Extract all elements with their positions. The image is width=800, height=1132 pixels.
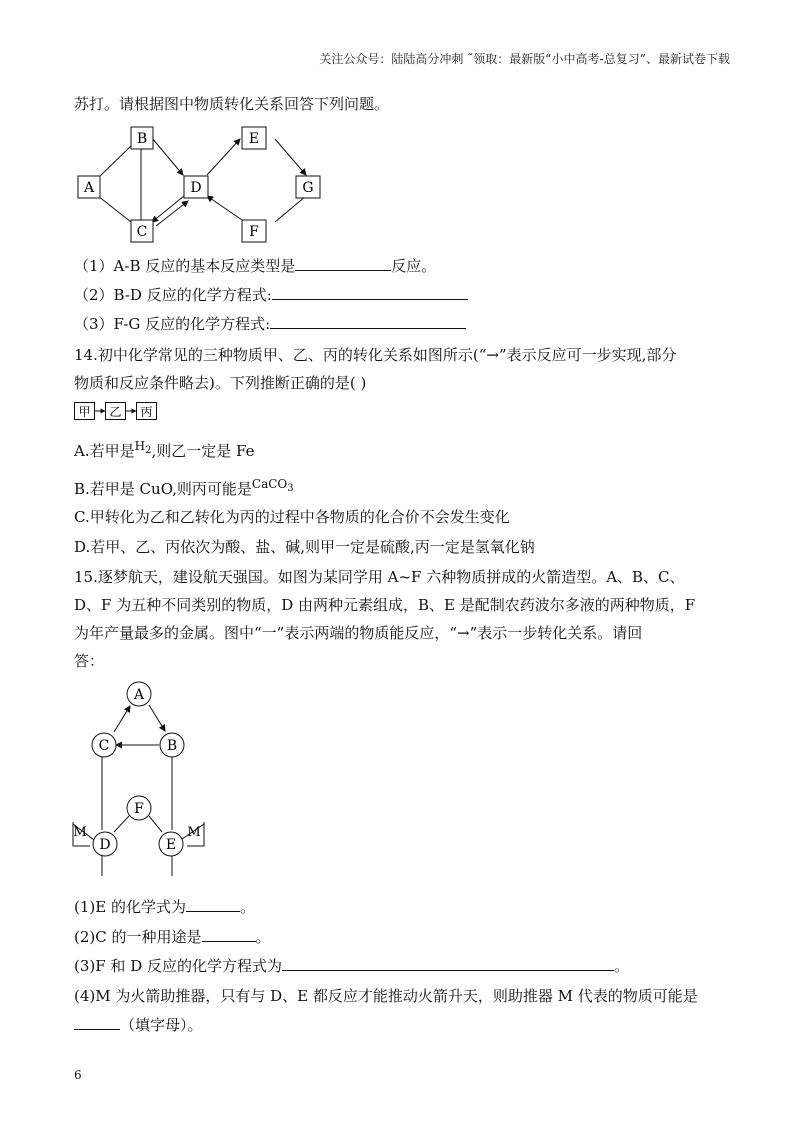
q14-option-c: C.甲转化为乙和乙转化为丙的过程中各物质的化合价不会发生变化 [74,508,510,526]
q15-node-c [92,733,116,757]
answer-blank [272,285,468,300]
q15-node-m-right: M [187,825,201,840]
q15-node-e [159,832,183,856]
svg-text:乙: 乙 [109,405,122,419]
svg-text:A: A [133,687,145,703]
q15-rocket-diagram [70,676,220,886]
svg-text:C: C [136,224,148,240]
q14-option-b: B.若甲是 CuO,则丙可能是$^{CaCO_3}$ [74,477,294,498]
q13-sub3: （3）F-G 反应的化学方程式: [74,314,466,334]
q15-sub3: (3)F 和 D 反应的化学方程式为 。 [74,957,630,975]
q14-option-a: A.若甲是$^{H_2}$,则乙一定是 Fe [74,439,255,460]
svg-text:G: G [302,180,314,196]
q14-node-jia [75,403,95,420]
q13-node-g [296,176,320,198]
q13-intro: 苏打。请根据图中物质转化关系回答下列问题。 [74,95,390,113]
q14-node-bing [137,403,157,420]
svg-text:E: E [165,837,177,853]
q15-sub4-line1: (4)M 为火箭助推器，只有与 D、E 都反应才能推动火箭升天，则助推器 M 代表的物质可能是 [74,987,698,1005]
q14-option-d: D.若甲、乙、丙依次为酸、盐、碱,则甲一定是硫酸,丙一定是氢氧化钠 [74,538,535,556]
answer-blank [270,314,466,329]
q15-node-f [127,796,151,820]
svg-text:丙: 丙 [140,405,153,419]
page-header: 关注公众号：陆陆高分冲刺 ˜领取：最新版“小中高考-总复习”、最新试卷下载 [319,52,730,66]
q13-sub1: （1）A-B 反应的基本反应类型是 反应。 [74,257,437,275]
q15-node-m-left: M [73,825,87,840]
svg-text:F: F [134,801,144,817]
q15-stem-line3: 为年产量最多的金属。图中“一”表示两端的物质能反应，“→”表示一步转化关系。请回 [74,624,643,642]
page-number: 6 [74,1068,82,1082]
svg-text:D: D [99,837,111,853]
q13-node-f [242,220,266,242]
q13-node-b [131,127,153,149]
svg-text:F: F [249,224,259,240]
svg-text:甲: 甲 [78,405,91,419]
svg-text:A: A [83,180,95,196]
q15-stem-line4: 答： [74,652,105,670]
answer-blank [74,1015,120,1030]
q15-stem-line2: D、F 为五种不同类别的物质，D 由两种元素组成，B、E 是配制农药波尔多液的两种物质，F [74,596,696,614]
q15-stem-line1: 15.逐梦航天，建设航天强国。如图为某同学用 A~F 六种物质拼成的火箭造型。A、B、C、 [74,568,685,586]
q13-sub2: （2）B-D 反应的化学方程式: [74,285,468,305]
q13-node-d [184,176,208,198]
q13-node-a [78,176,100,198]
q13-node-c [131,220,153,242]
q13-diagram [70,122,330,242]
answer-blank [295,256,391,271]
svg-text:E: E [248,131,260,147]
q14-diagram [74,401,158,421]
q14-stem-line1: 14.初中化学常见的三种物质甲、乙、丙的转化关系如图所示(“→”表示反应可一步实现,部分 [74,346,677,364]
q15-node-b [160,733,184,757]
q15-node-d [93,832,117,856]
q13-node-e [242,127,266,149]
answer-blank [282,956,614,971]
q15-sub4-line2: （填字母）。 [74,1015,203,1035]
q15-sub2: (2)C 的一种用途是 。 [74,928,271,946]
answer-blank [202,927,256,942]
svg-text:C: C [98,738,110,754]
q15-node-a [127,682,151,706]
q15-sub1: (1)E 的化学式为 。 [74,898,255,916]
q14-stem-line2: 物质和反应条件略去)。下列推断正确的是( ) [74,374,367,392]
svg-text:B: B [136,131,148,147]
svg-text:D: D [190,180,202,196]
answer-blank [186,897,240,912]
q14-node-yi [106,403,126,420]
svg-text:B: B [166,738,178,754]
